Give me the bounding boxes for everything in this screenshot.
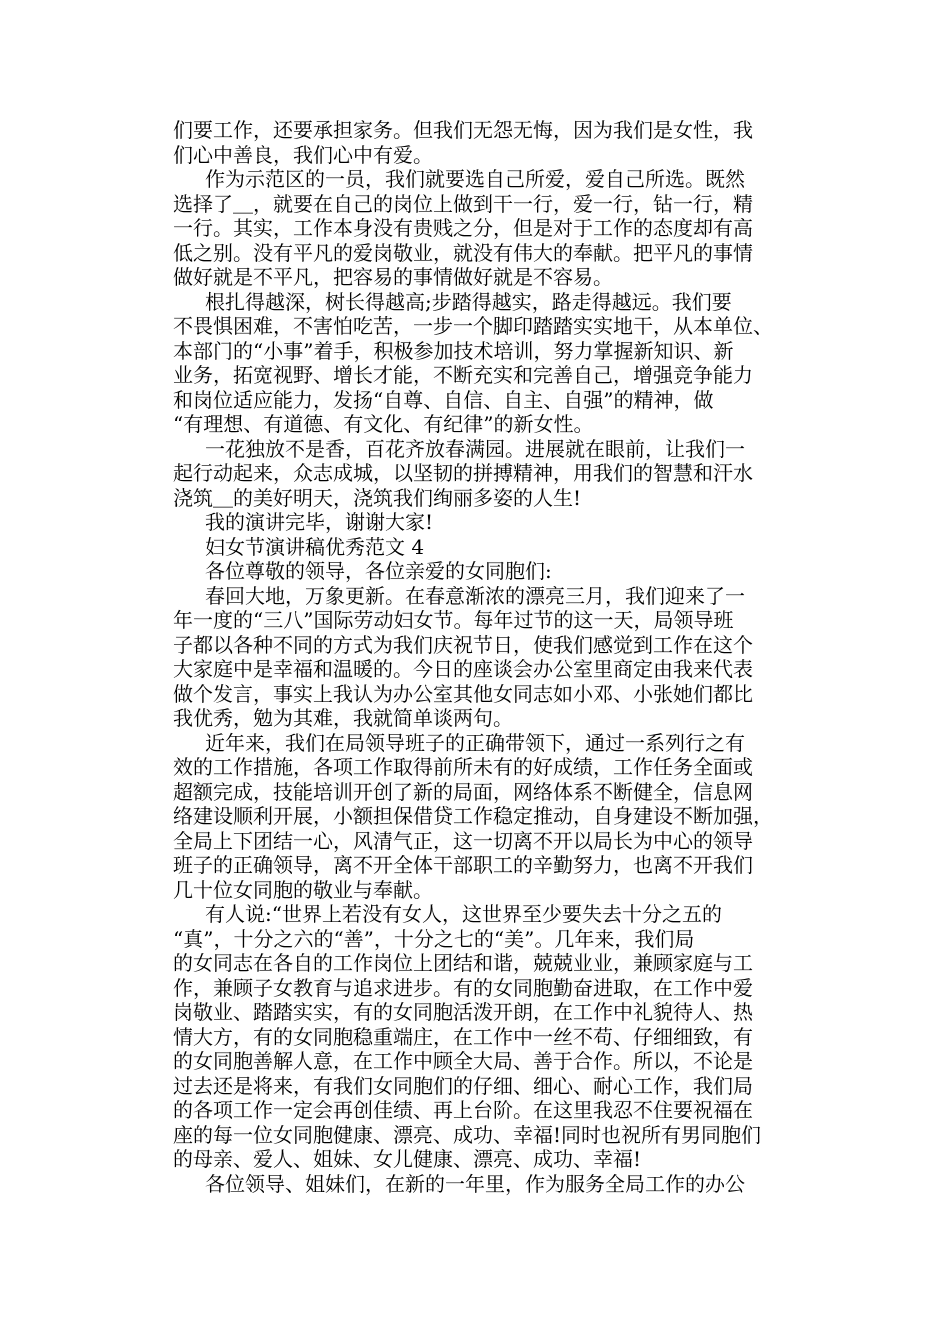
- text-line: 浇筑＿的美好明天，浇筑我们绚丽多姿的人生!: [173, 485, 582, 510]
- text-line: 情大方，有的女同胞稳重端庄，在工作中一丝不苟、仔细细致，有: [173, 1024, 753, 1049]
- text-line: 岗敬业、踏踏实实，有的女同胞活泼开朗，在工作中礼貌待人、热: [173, 1000, 753, 1024]
- text-line: 的母亲、爱人、姐妹、女儿健康、漂亮、成功、幸福!: [173, 1147, 642, 1171]
- text-line: 一花独放不是香，百花齐放春满园。进展就在眼前，让我们一: [205, 436, 745, 461]
- text-line: 超额完成，技能培训开创了新的局面，网络体系不断健全，信息网: [173, 779, 753, 804]
- text-line: 络建设顺利开展，小额担保借贷工作稳定推动，自身建设不断加强，: [173, 804, 773, 828]
- text-line: 做个发言，事实上我认为办公室其他女同志如小邓、小张她们都比: [173, 681, 753, 706]
- text-line: 各位领导、姐妹们，在新的一年里，作为服务全局工作的办公: [205, 1171, 745, 1196]
- text-line: 我的演讲完毕，谢谢大家!: [205, 510, 434, 534]
- text-line: 的女同胞善解人意，在工作中顾全大局、善于合作。所以，不论是: [173, 1049, 753, 1073]
- text-line: 年一度的“三八”国际劳动妇女节。每年过节的这一天，局领导班: [173, 608, 734, 632]
- text-line: 子都以各种不同的方式为我们庆祝节日，使我们感觉到工作在这个: [173, 632, 753, 657]
- text-line: 座的每一位女同胞健康、漂亮、成功、幸福!同时也祝所有男同胞们: [173, 1122, 762, 1147]
- text-line: “真”，十分之六的“善”，十分之七的“美”。几年来，我们局: [173, 926, 695, 951]
- text-line: 作，兼顾子女教育与追求进步。有的女同胞勤奋进取，在工作中爱: [173, 975, 753, 1000]
- text-line: 们心中善良，我们心中有爱。: [173, 142, 433, 167]
- text-line: 大家庭中是幸福和温暖的。今日的座谈会办公室里商定由我来代表: [173, 657, 753, 681]
- text-line: “有理想、有道德、有文化、有纪律”的新女性。: [173, 412, 594, 436]
- text-line: 的女同志在各自的工作岗位上团结和谐，兢兢业业，兼顾家庭与工: [173, 951, 753, 975]
- text-line: 班子的正确领导，离不开全体干部职工的辛勤努力，也离不开我们: [173, 853, 753, 877]
- text-line: 有人说:“世界上若没有女人，这世界至少要失去十分之五的: [205, 902, 722, 926]
- text-line: 各位尊敬的领导，各位亲爱的女同胞们:: [205, 559, 552, 583]
- text-line: 效的工作措施，各项工作取得前所未有的好成绩，工作任务全面或: [173, 755, 753, 779]
- text-line: 过去还是将来，有我们女同胞们的仔细、细心、耐心工作，我们局: [173, 1073, 753, 1098]
- text-line: 起行动起来，众志成城，以坚韧的拼搏精神，用我们的智慧和汗水: [173, 461, 753, 485]
- text-line: 选择了＿，就要在自己的岗位上做到干一行，爱一行，钻一行，精: [173, 191, 753, 216]
- text-line: 和岗位适应能力，发扬“自尊、自信、自主、自强”的精神，做: [173, 387, 714, 412]
- text-line: 们要工作，还要承担家务。但我们无怨无悔，因为我们是女性，我: [173, 118, 753, 142]
- text-line: 几十位女同胞的敬业与奉献。: [173, 877, 433, 902]
- text-line: 低之别。没有平凡的爱岗敬业，就没有伟大的奉献。把平凡的事情: [173, 240, 753, 265]
- text-line: 妇女节演讲稿优秀范文 4: [205, 534, 425, 559]
- text-line: 作为示范区的一员，我们就要选自己所爱，爱自己所选。既然: [205, 167, 745, 191]
- text-line: 本部门的“小事”着手，积极参加技术培训，努力掌握新知识、新: [173, 338, 734, 363]
- text-line: 不畏惧困难，不害怕吃苦，一步一个脚印踏踏实实地干，从本单位、: [173, 314, 773, 338]
- text-line: 全局上下团结一心，风清气正，这一切离不开以局长为中心的领导: [173, 828, 753, 853]
- text-line: 根扎得越深，树长得越高;步踏得越实，路走得越远。我们要: [205, 289, 732, 314]
- text-line: 业务，拓宽视野、增长才能，不断充实和完善自己，增强竞争能力: [173, 363, 753, 387]
- text-line: 春回大地，万象更新。在春意渐浓的漂亮三月，我们迎来了一: [205, 583, 745, 608]
- text-line: 我优秀，勉为其难，我就简单谈两句。: [173, 706, 513, 730]
- text-line: 一行。其实，工作本身没有贵贱之分，但是对于工作的态度却有高: [173, 216, 753, 240]
- text-line: 的各项工作一定会再创佳绩、再上台阶。在这里我忍不住要祝福在: [173, 1098, 753, 1122]
- text-line: 近年来，我们在局领导班子的正确带领下，通过一系列行之有: [205, 730, 745, 755]
- document-body: [173, 118, 813, 1196]
- text-line: 做好就是不平凡，把容易的事情做好就是不容易。: [173, 265, 613, 289]
